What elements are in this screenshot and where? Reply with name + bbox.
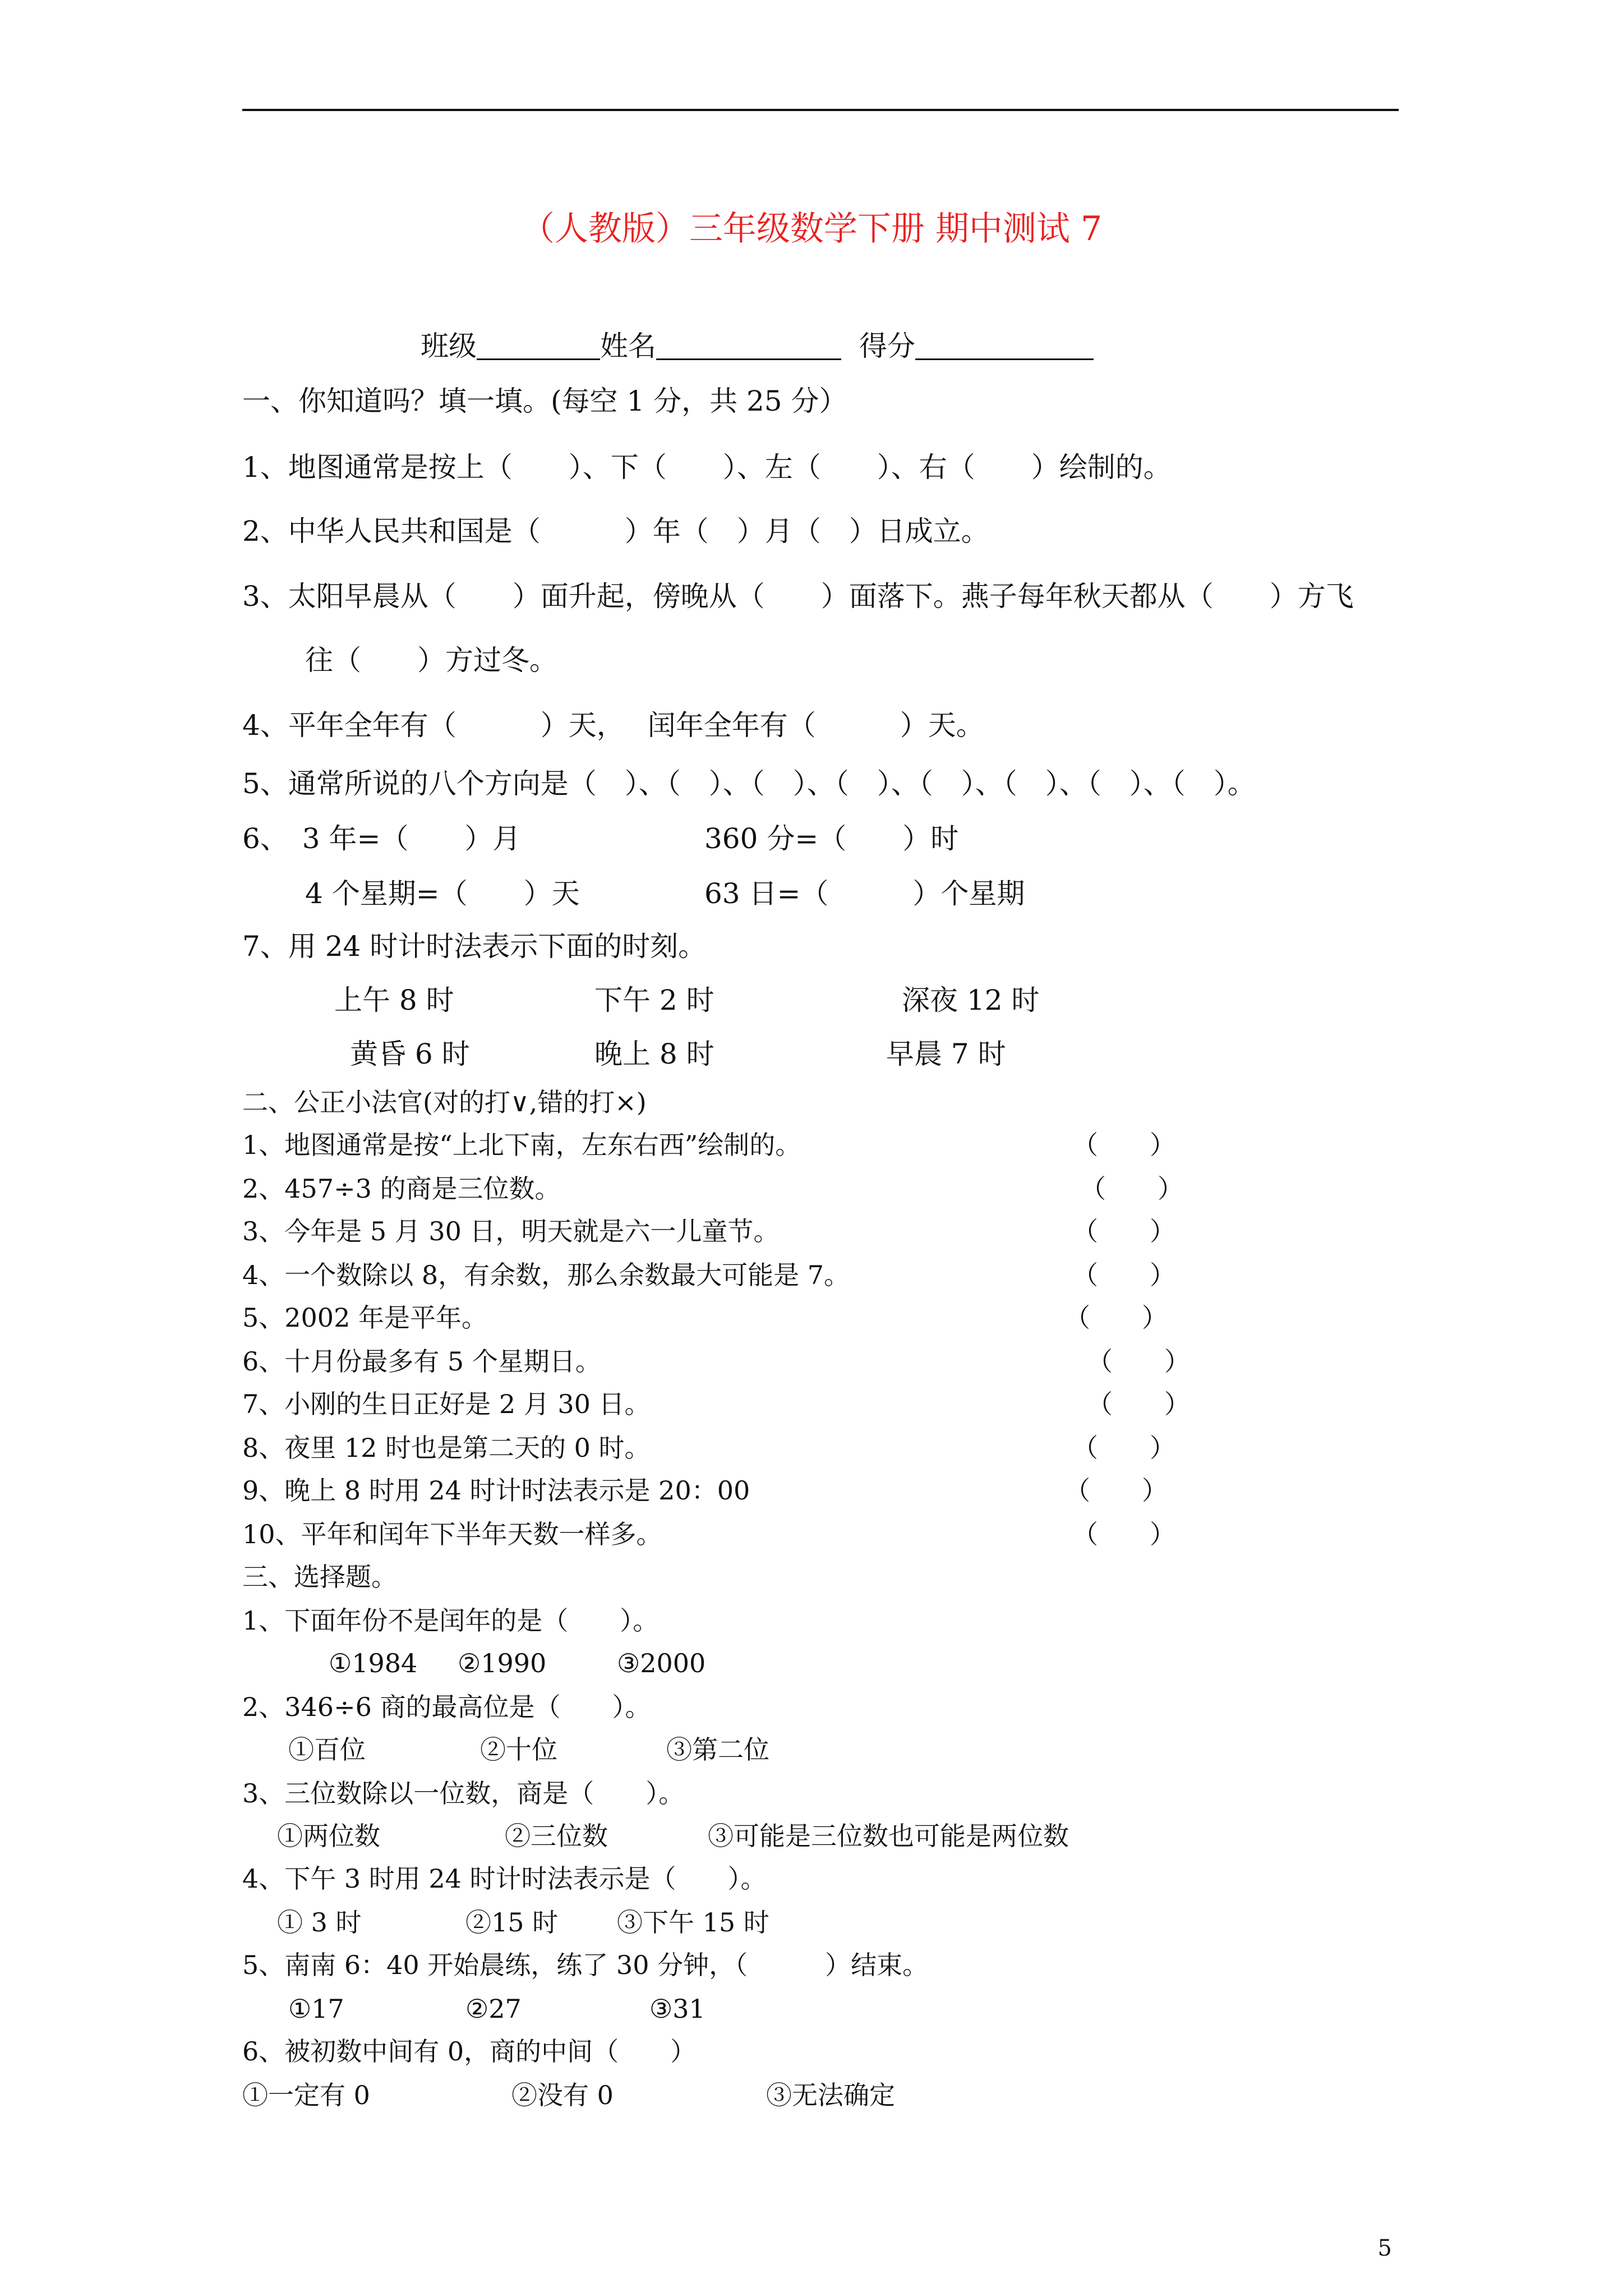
class-blank[interactable] bbox=[477, 334, 600, 360]
choice-option[interactable]: ②27 bbox=[465, 1994, 522, 2024]
answer-paren[interactable]: （ ） bbox=[1072, 1519, 1175, 1549]
choice-option[interactable]: ②15 时 bbox=[465, 1907, 559, 1938]
name-label: 姓名 bbox=[600, 330, 656, 362]
time-item: 下午 2 时 bbox=[594, 984, 714, 1016]
header-rule bbox=[242, 109, 1399, 111]
choice-option[interactable]: ①两位数 bbox=[277, 1821, 380, 1851]
question-1-4: 4、平年全年有（ ）天， 闰年全年有（ ）天。 bbox=[242, 709, 984, 742]
page-number: 5 bbox=[1377, 2235, 1392, 2261]
section1-heading: 一、你知道吗？填一填。(每空 1 分，共 25 分） bbox=[242, 385, 847, 417]
question-1-3-cont: 往（ ）方过冬。 bbox=[305, 644, 557, 677]
answer-paren[interactable]: （ ） bbox=[1087, 1389, 1190, 1419]
judge-item: 9、晚上 8 时用 24 时计时法表示是 20：00 bbox=[242, 1475, 750, 1506]
answer-paren[interactable]: （ ） bbox=[1072, 1260, 1175, 1290]
choice-option[interactable]: ②十位 bbox=[480, 1734, 557, 1765]
time-item: 深夜 12 时 bbox=[902, 984, 1040, 1016]
question-1-1: 1、地图通常是按上（ ）、下（ ）、左（ ）、右（ ）绘制的。 bbox=[242, 451, 1172, 484]
answer-paren[interactable]: （ ） bbox=[1072, 1130, 1175, 1160]
choice-option[interactable]: ①17 bbox=[288, 1994, 344, 2024]
choice-option[interactable]: ③第二位 bbox=[666, 1734, 769, 1765]
choice-option[interactable]: ① 3 时 bbox=[277, 1907, 362, 1938]
question-1-5: 5、通常所说的八个方向是（ ）、（ ）、（ ）、（ ）、（ ）、（ ）、（ ）、（ ）。 bbox=[242, 767, 1256, 800]
choice-question-3: 3、三位数除以一位数，商是（ ）。 bbox=[242, 1778, 685, 1809]
section3-heading: 三、选择题。 bbox=[242, 1562, 397, 1592]
choice-option[interactable]: ③下午 15 时 bbox=[617, 1907, 769, 1938]
judge-item: 2、457÷3 的商是三位数。 bbox=[242, 1174, 561, 1204]
page-title: （人教版）三年级数学下册 期中测试 7 bbox=[520, 209, 1103, 249]
choice-option[interactable]: ③可能是三位数也可能是两位数 bbox=[708, 1821, 1069, 1851]
choice-option[interactable]: ①一定有 0 bbox=[242, 2080, 370, 2110]
time-item: 早晨 7 时 bbox=[886, 1038, 1006, 1070]
answer-paren[interactable]: （ ） bbox=[1064, 1303, 1168, 1333]
answer-paren[interactable]: （ ） bbox=[1087, 1346, 1190, 1377]
choice-option[interactable]: ①1984 bbox=[329, 1648, 418, 1678]
choice-option[interactable]: ②三位数 bbox=[505, 1821, 608, 1851]
judge-item: 4、一个数除以 8，有余数，那么余数最大可能是 7。 bbox=[242, 1260, 850, 1290]
score-blank[interactable] bbox=[915, 334, 1094, 360]
choice-question-1: 1、下面年份不是闰年的是（ ）。 bbox=[242, 1605, 659, 1636]
time-item: 上午 8 时 bbox=[334, 984, 454, 1016]
question-1-2: 2、中华人民共和国是（ ）年（ ）月（ ）日成立。 bbox=[242, 515, 989, 547]
question-1-6a-right: 360 分=（ ）时 bbox=[704, 822, 959, 855]
answer-paren[interactable]: （ ） bbox=[1080, 1174, 1183, 1204]
judge-item: 3、今年是 5 月 30 日，明天就是六一儿童节。 bbox=[242, 1216, 780, 1246]
score-label: 得分 bbox=[859, 330, 915, 362]
choice-option[interactable]: ③2000 bbox=[617, 1648, 706, 1678]
question-1-7: 7、用 24 时计时法表示下面的时刻。 bbox=[242, 930, 707, 963]
question-1-6a-left: 6、 3 年=（ ）月 bbox=[242, 822, 521, 855]
question-1-6b-left: 4 个星期=（ ）天 bbox=[305, 877, 580, 910]
choice-question-6: 6、被初数中间有 0，商的中间（ ） bbox=[242, 2036, 697, 2067]
choice-question-5: 5、南南 6：40 开始晨练，练了 30 分钟，（ ）结束。 bbox=[242, 1950, 929, 1980]
time-item: 晚上 8 时 bbox=[594, 1038, 714, 1070]
choice-option[interactable]: ②没有 0 bbox=[511, 2080, 614, 2110]
judge-item: 7、小刚的生日正好是 2 月 30 日。 bbox=[242, 1389, 651, 1419]
student-info-line bbox=[421, 332, 1094, 360]
judge-item: 6、十月份最多有 5 个星期日。 bbox=[242, 1346, 601, 1377]
judge-item: 1、地图通常是按“上北下南，左东右西”绘制的。 bbox=[242, 1130, 801, 1160]
answer-paren[interactable]: （ ） bbox=[1064, 1475, 1168, 1506]
choice-option[interactable]: ①百位 bbox=[288, 1734, 366, 1765]
choice-option[interactable]: ②1990 bbox=[458, 1648, 547, 1678]
question-1-3: 3、太阳早晨从（ ）面升起，傍晚从（ ）面落下。燕子每年秋天都从（ ）方飞 bbox=[242, 580, 1354, 613]
judge-item: 8、夜里 12 时也是第二天的 0 时。 bbox=[242, 1433, 651, 1463]
name-blank[interactable] bbox=[656, 334, 841, 360]
class-label: 班级 bbox=[421, 330, 477, 362]
judge-item: 5、2002 年是平年。 bbox=[242, 1303, 487, 1333]
judge-item: 10、平年和闰年下半年天数一样多。 bbox=[242, 1519, 662, 1549]
answer-paren[interactable]: （ ） bbox=[1072, 1216, 1175, 1246]
choice-question-2: 2、346÷6 商的最高位是（ ）。 bbox=[242, 1692, 651, 1722]
choice-question-4: 4、下午 3 时用 24 时计时法表示是（ ）。 bbox=[242, 1864, 767, 1894]
answer-paren[interactable]: （ ） bbox=[1072, 1433, 1175, 1463]
question-1-6b-right: 63 日=（ ）个星期 bbox=[704, 877, 1025, 910]
time-item: 黄昏 6 时 bbox=[350, 1038, 470, 1070]
choice-option[interactable]: ③31 bbox=[649, 1994, 706, 2024]
choice-option[interactable]: ③无法确定 bbox=[766, 2080, 895, 2110]
section2-heading: 二、公正小法官(对的打∨,错的打×) bbox=[242, 1087, 647, 1117]
